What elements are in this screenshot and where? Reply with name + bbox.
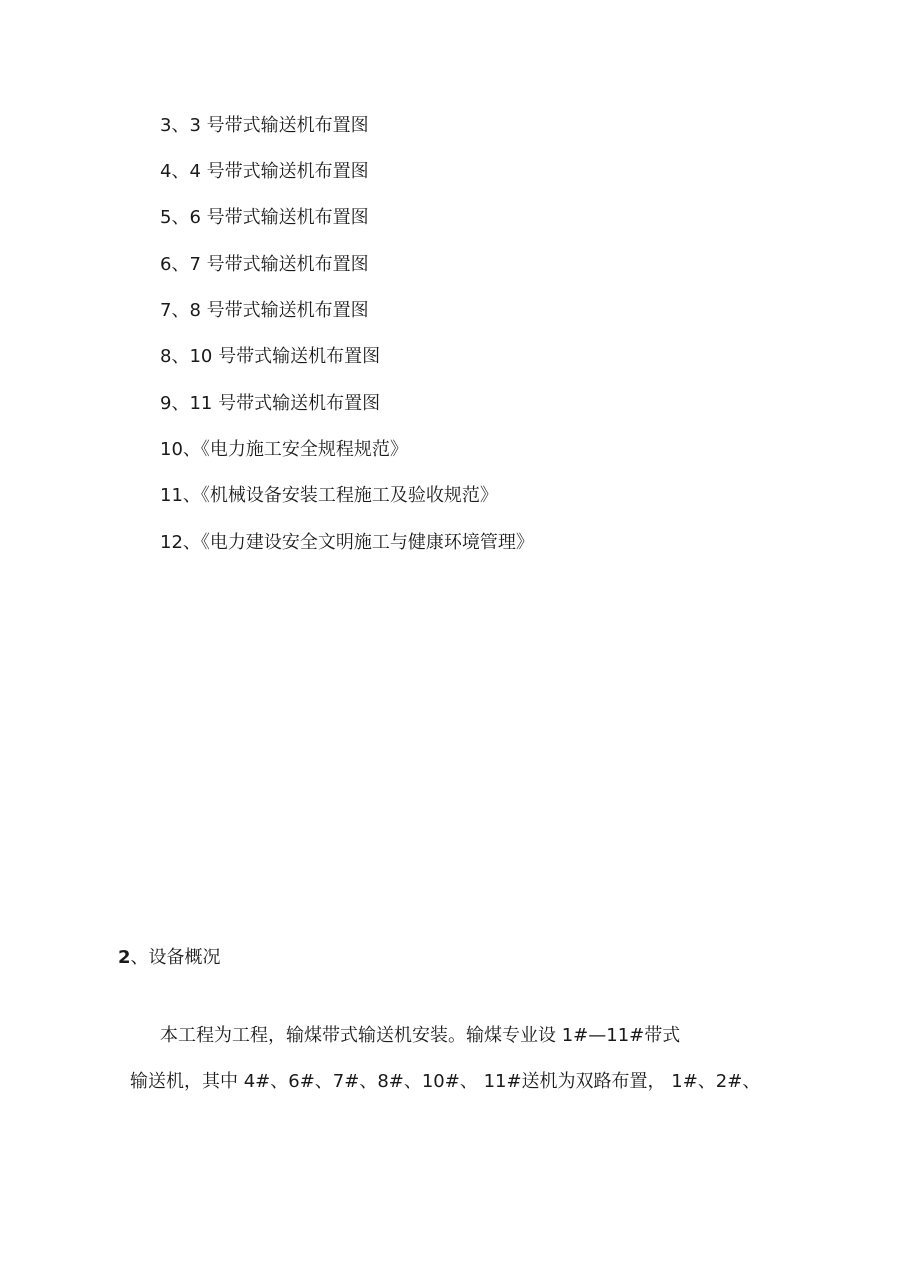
reference-list-item: 11、《机械设备安装工程施工及验收规范》	[160, 485, 498, 506]
reference-list-item: 4、4 号带式输送机布置图	[160, 161, 369, 182]
section-title: 、设备概况	[130, 947, 221, 968]
section-number: 2	[118, 947, 131, 968]
reference-list-item: 7、8 号带式输送机布置图	[160, 300, 369, 321]
paragraph-line-1: 本工程为工程，输煤带式输送机安装。输煤专业设 1#—11#带式	[160, 1025, 681, 1046]
paragraph-line-2: 输送机，其中 4#、6#、7#、8#、10#、 11#送机为双路布置， 1#、2#、	[130, 1071, 761, 1092]
reference-list-item: 12、《电力建设安全文明施工与健康环境管理》	[160, 532, 534, 553]
reference-list-item: 8、10 号带式输送机布置图	[160, 346, 381, 367]
section-heading	[118, 946, 221, 970]
reference-list-item: 6、7 号带式输送机布置图	[160, 254, 369, 275]
reference-list-item: 3、3 号带式输送机布置图	[160, 115, 369, 136]
reference-list-item: 10、《电力施工安全规程规范》	[160, 439, 408, 460]
reference-list-item: 5、6 号带式输送机布置图	[160, 207, 369, 228]
reference-list-item: 9、11 号带式输送机布置图	[160, 393, 381, 414]
